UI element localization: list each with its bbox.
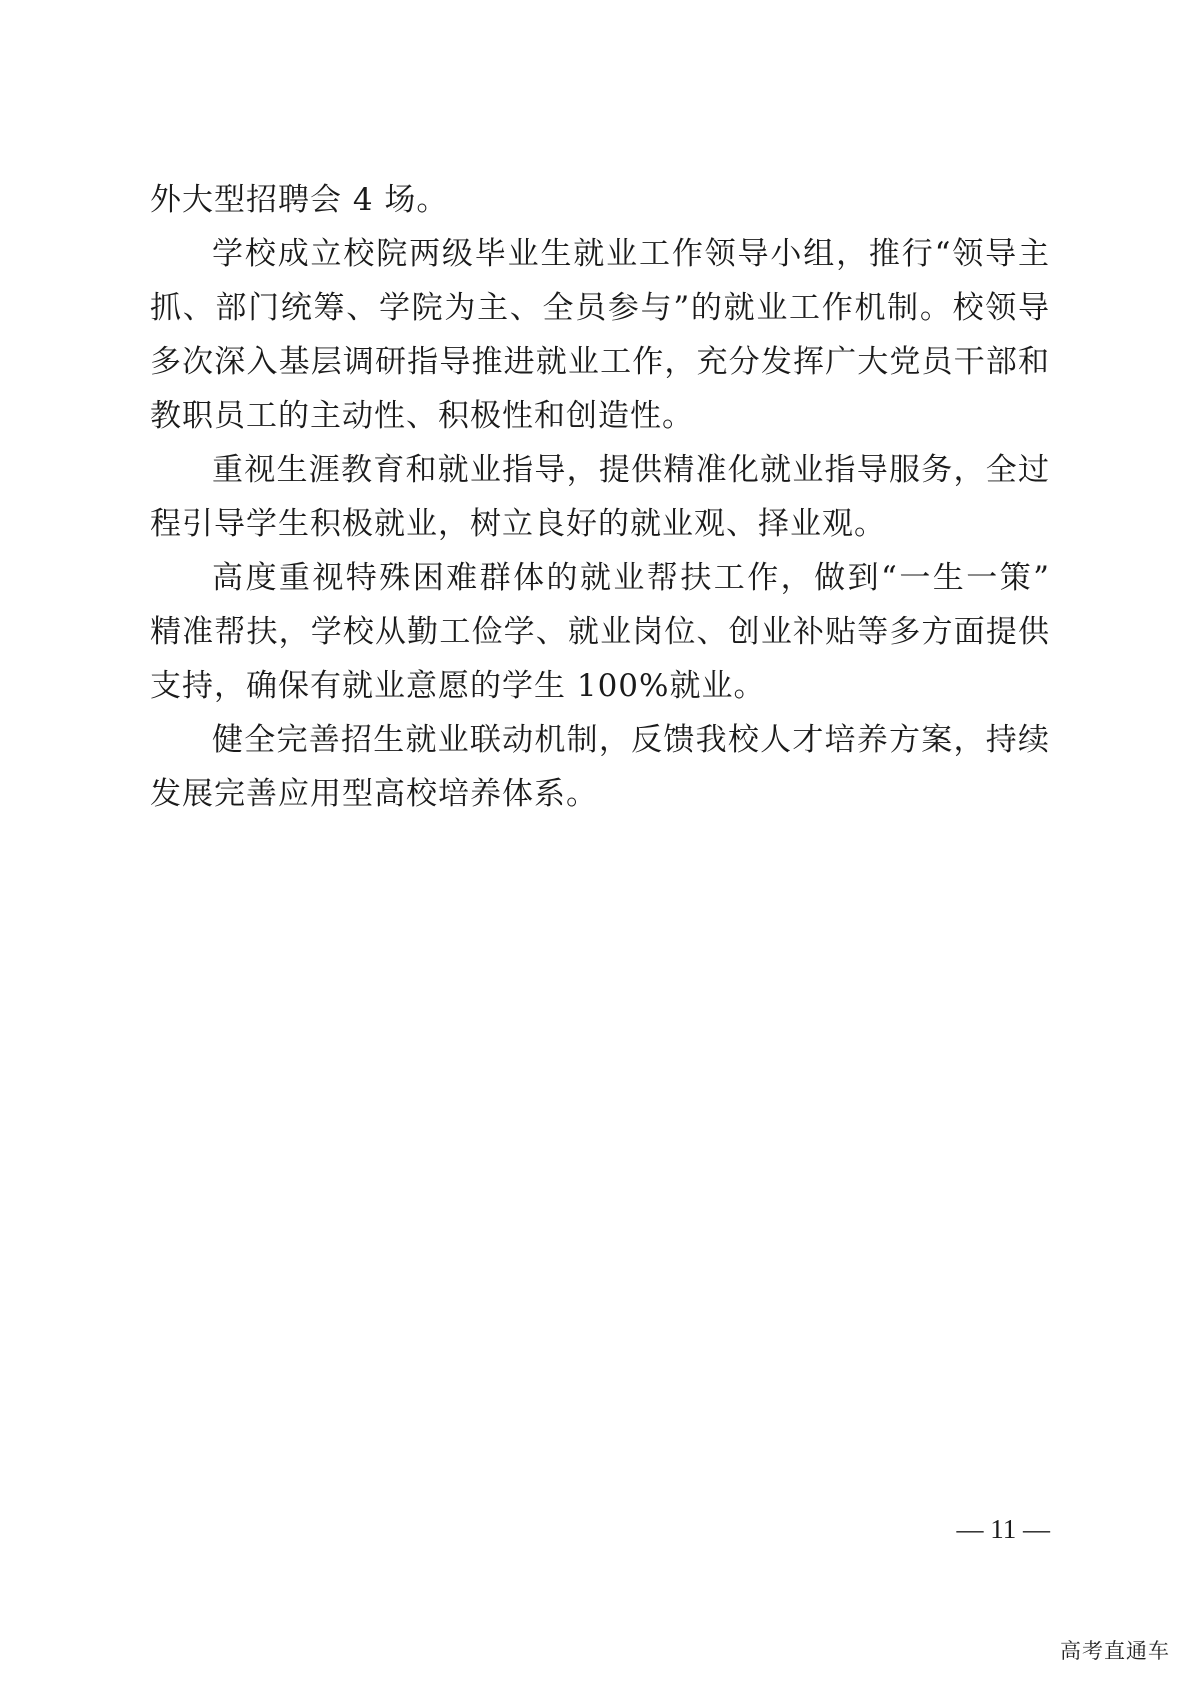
text-line: 多次深入基层调研指导推进就业工作，充分发挥广大党员干部和 [150, 344, 1050, 380]
text-line: 外大型招聘会 4 场。 [150, 182, 449, 218]
text-line: 程引导学生积极就业，树立良好的就业观、择业观。 [150, 506, 886, 542]
text-line: 教职员工的主动性、积极性和创造性。 [150, 398, 694, 434]
text-line: 支持，确保有就业意愿的学生 100%就业。 [150, 668, 766, 704]
watermark-text: 高考直通车 [1060, 1639, 1170, 1663]
text-line: 精准帮扶，学校从勤工俭学、就业岗位、创业补贴等多方面提供 [150, 614, 1050, 650]
text-line: 重视生涯教育和就业指导，提供精准化就业指导服务，全过 [212, 452, 1050, 488]
text-line: 发展完善应用型高校培养体系。 [150, 776, 598, 812]
text-line: 健全完善招生就业联动机制，反馈我校人才培养方案，持续 [212, 722, 1050, 758]
text-line: 学校成立校院两级毕业生就业工作领导小组，推行“领导主 [212, 236, 1050, 272]
text-line: 高度重视特殊困难群体的就业帮扶工作，做到“一生一策” [212, 560, 1050, 596]
text-line: 抓、部门统筹、学院为主、全员参与”的就业工作机制。校领导 [150, 290, 1050, 326]
page-number: — 11 — [956, 1514, 1050, 1544]
